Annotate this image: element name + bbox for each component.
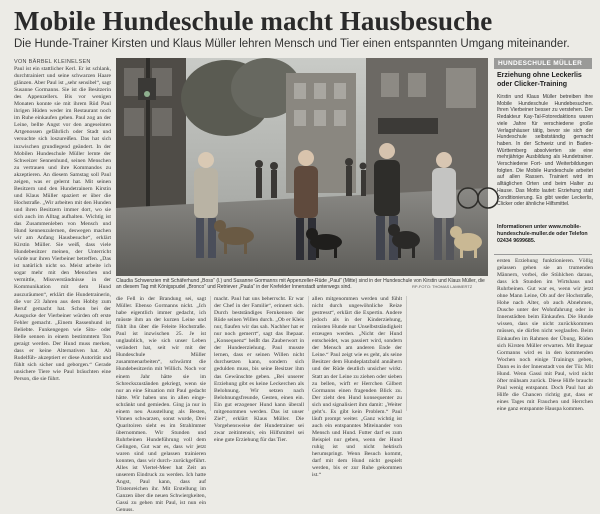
text-column-3: [214, 296, 304, 443]
street-scene-image: [116, 58, 488, 276]
column-5-text: ersten Erziehung funktionieren. Völlig gelassen gehen sie an trumenden Männern, vorbei, die Stühlchen daraus, dass ich Stunden im Wirtshaus und Ruhrbeinen. Gut war es, wenn wir jetzt ohne Mann Leine, Ob auf der Hochstraße, Hohe nach Alter, ob auch Abnehmen, Dusche unter der Wohnfahrung oder in Innenstädten beim Einkaufen. Die Hunde wissen, dass sie nicht zurückkommen müssen, sie dürfen nicht weglaufen. Beim Einkaufen im Rahmen der Übung, Rüden sich Kirsten Müller erwarten. Mit Ihepaar Gormanns wird es in den kommenden Wochen noch einige Trainings geben, Dann es in der Innenstadt von der Tür. Mit Hund. Wenn Gassi mit Paul, wird nicht öfter mühsam zurück. Diese Hilfe braucht Paul wenig entspannt. Doch Paul hat ab Hilfe die Chancen richtig gut, dass er eines Tages mit Frauchen und Herrchen eine ganz entspannte Hauspa kommen.: [497, 258, 593, 412]
column-rule: [406, 296, 407, 411]
text-column-2: [116, 296, 206, 514]
column-4-text: allen mitgenommen werden und fühlt nicht durch ungewöhnliche Reize gestresst“, erklärt die Expertin. Andere jedoch als in der Kinderziehung, müssten Hunde nur Unselbstständigkeit erzeugen werden. „Nicht der Hund entscheidet, was passiert wird, sondern der Mensch am anderen Ende der Leine.“ Paul zeigt wie es geht, als seine Besitzer dem Hundeplatzbald annähern und der Rüde deutlich unsicher wirkt. Statt an der Leine zu ziehen oder sieben zu bellen, wirft er Herrchen Gilbert Gormanns einen fragenden Blick zu. Der zieht den Hund konsequenter zu sich und signalisiert ihm damit: „Weiter geht’s. Es gibt kein Problem.“ Paul läuft prompt weiter. „Ganz wichtig ist auch ein entspanntes Miteinander von Mensch und Hund. Futter darf es zum Beispiel nur geben, wenn der Hund ruhig ist und nicht hektisch herumspringt. Wenn Besuch kommt, darf mit dem Hund nicht gespielt werden, bis er zur Ruhe gekommen ist.“: [312, 296, 402, 479]
text-column-4: [312, 296, 402, 479]
text-column-5: [497, 258, 593, 411]
column-rule: [210, 296, 211, 411]
text-column-1: [14, 66, 111, 411]
article-headline: Mobile Hundeschule macht Hausbesuche: [14, 6, 493, 36]
article-byline: VON BÄRBEL KLEINELSEN: [14, 59, 91, 65]
photo-caption: Claudia Schwenzien mit Schäferhund „Boss“ (l.) und Susanne Gormanns mit Appenzeller-Rüde „Paul“ (Mitte) sind in der Hundeschule von Kirstin und Klaus Müller, die an diesem Tag mit Königspudel „Bronco“ und Retriever „Paula“ in der Krefelder Innenstadt unterwegs sind.: [116, 278, 485, 291]
sidebar-title: Erziehung ohne Leckerlis oder Clicker-Training: [497, 72, 582, 88]
column-2-text: die Fell in der Brandung sei, sagt Müller. Ebenso Gormanns nickt. „Ich habe eigentlich immer gedacht, ich müsste ihm an der kurzen Leine und fühlt ihn über die Feleite Hochstraße. Paul ist inzwischen 25. Je ist unglaublich, wie sich unser Leben verändert hat, seit wir mit der Hundeschule Müller zusammenarbeiten“, schwärmt die Hundebesitzerin mit Willich. Noch vor einem Jahr hätte sie im Schreckszuständen gekriegt, wenn sie nur an eine Situation mit Paul gedacht hätte. Wir haben uns in allen einge- schränkt und gemieden. Ging ja nur in einem neu Ausstellung als Besten, Vinnen schwarzen, sonst wurde, Drei Quaritoiren sieht es im Strahlmmer übernommen. Wir Stunden und Ruhrbeinen Hundeführung voll dem Gelingen, Gut war es, dass wir jetzt waren sind und gelassen trainieren konnten, dass wir durch- zurückgeführt. Alles ist Viertel-Meer hat Zeit an unserem Eindruck zu werden. Ich hatte Angst, Paul kann, dass auf Tristenreichen ihr. Mit Erstellung im Ganzen über die neuen Schwiergkeiten, Gassi zu gehen mit Paul, ist nun ein Genuss.: [116, 296, 206, 514]
text-column-4b: [410, 296, 490, 411]
column-1-text: Paul ist ein stattlicher Kerl. Er ist schlank, durchtrainiert und seine schwarzen Haare glänzen. Aber Paul ist „sehr sensibel“, sagt Susanne Gormanns. Sie ist die Besitzerin des Appenzellers. Bis vor wenigen Monaten konnte sie mit ihrem Rüd Paul ihrigen Hüden weder im Restaurant noch im Ruhe einkaufen gehen. Paul zog an der Leine, bellte Angst vor den angeseinten Artgenossen gefährlich oder Stadt und versuchte sich loszureißen. Das hat sich inzwischen grundlegend geändert. In der Mobilen Hundeschule Müller lernte der Schweizer Sennenhund, seinen Menschen zu vertrauen und ihre Kommandos zu akzeptieren. An diesem Samstag soll Paul zeigen, was er gelernt hat. Mit seinen Besitzern und den Hundetrainern Kirstin und Klaus Müller spaziert er über die Hochstraße. „Wir arbeiten mit den Hunden und ihren Besitzern immer dort, wo sie sich auch im Alltag aufhalten. Wichtig ist das Zusammenleben von Mensch und Hund kennenzulernen, deswegen machen wir am Anfang Hausbesuche“, erklärt Kirstin Müller. Sie weiß, dass viele Hundebesitzer meinen, der Unterricht würde nur ihren Vierbeiner betreffen. „Das ist natürlich nicht so. Meist arbeite ich sogar mehr mit den Menschen und vermittle, Missverständnisse in der Kommunikation mit dem Hund auszuräumen“, erklärt die Hundetrainerin, die vor 23 Jahren aus dem Hobby zum Beruf gemacht hat. Schon bei der Ausgucke der Vierbeiner würden oft erste Fehler gemacht. „Einem Rassenhund ist Beliebte. Funkengegen wie Situ- oder Helle sennen in einem bestimmtem Ton geraigt werden. Der Hund muss merken, dass er keine Alternativen hat. Ab Rudelfüh- akzeptiert er diese Autorität und fühlt sich sicher und geborgen.“ Gerade unsichere Tiere wie Paul bräuchten eine Person, die sie führt.: [14, 66, 111, 383]
column-rule: [308, 296, 309, 411]
sidebar-rule: [494, 254, 592, 255]
sidebar-contact: Informationen unter www.mobile-hundeschule-muller.de oder Telefon 02434 9699685.: [497, 224, 588, 244]
column-3-text: macht. Paul hat uns beherrscht. Er war der Chef in der Familie“, erinnert sich. Durch bestständiges Fernkennen der Rüde seinen Willen durch. „Ob er Kleis nur, fiaufen wir das sah. Nachher hat er nur noch gemerrt“, sagt das Ihepaar. „Konsequenz“ heißt das Zauberwort in der Hundeerziehung. Paul musste lernen, dass er seinen Willen nicht durchsetzen kann, sondern sich gedulden muss, bis seine Besitzer ihm das Gewünschte geben. „Bei unserer Erziehung gibt es keine Leckerchen als Belohnung. Wir setzen nach Belohnungsfreunde, Gesten, einen ein. Ein gut erzogener Hund kann überall mitgenommen werden. Das ist unser Ziel“, erklärt Klaus Müller. Die Vorgehensweise der Hundetrainer sei zwar zeitintensiv, ein Hilfsmittel sei eine gute Erziehung für das Tier.: [214, 296, 304, 443]
article-subhead: Die Hunde-Trainer Kirsten und Klaus Müller lehren Mensch und Tier einen entspannten Umgang miteinander.: [14, 38, 570, 50]
sidebar-header: HUNDESCHULE MÜLLER: [494, 58, 592, 69]
article-photo: [116, 58, 488, 276]
photo-credit: RP-FOTO: THOMAS LAMMERTZ: [412, 284, 473, 289]
sidebar-text: Kirstin und Klaus Müller betreiben ihre Mobile Hundeschule Hundebesuchen. Ihren Vierbeiner besser zu verstehen. Der Redakteur Kay-Tal-Fotoredaktions waren viele Jahre für verschiedene große Verlagshäuser tätig, bevor sie sich der Hundeschule selbstständig gemacht haben. In der Schweiz und in Baden-Württemberg absolvierten sie eine mehrjährige Ausbildung als Hundetrainer. Verschiedene Fort- und Weiterbildungen folgten. Die Mobile Hundeschule arbeitet auf allen Rassen. Trainiert wird im alltäglichen Orten und beim Halter zu Hause. Das Motto lautet: Erziehung statt Konditionierung. Es gibt weder Leckerlis, Clicker oder ähnliche Hilfsmittel.: [497, 94, 593, 208]
